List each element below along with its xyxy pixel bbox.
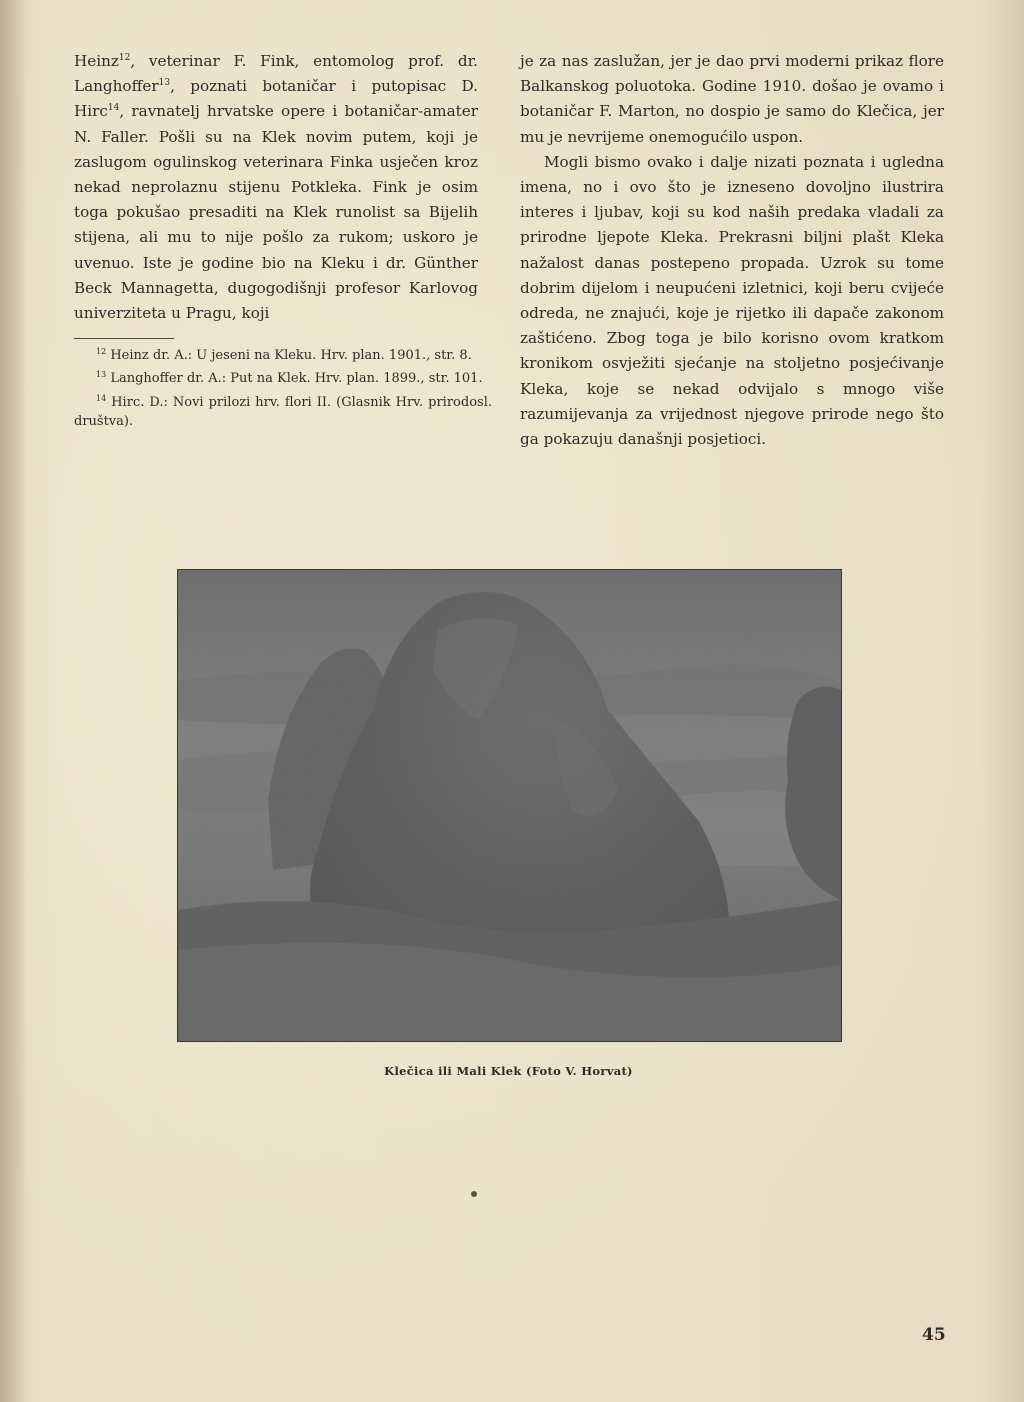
footnote-14 — [74, 393, 492, 432]
footnote-number: 13 — [96, 370, 107, 380]
footnote-ref-12: 12 — [118, 53, 131, 63]
footnote-number: 12 — [96, 347, 107, 356]
text-run: , veterinar F. Fink, entomolog prof. dr. Langhoffer — [74, 52, 478, 96]
footnote-13 — [74, 369, 492, 388]
decorative-dot — [471, 1191, 477, 1197]
footnote-text: Langhoffer dr. A.: Put na Klek. Hrv. plan. 1899., str. 101. — [110, 371, 483, 387]
text-run: Heinz — [74, 52, 119, 70]
footnote-divider — [74, 338, 174, 339]
footnote-12 — [74, 346, 492, 365]
footnote-ref-13: 13 — [158, 78, 171, 89]
footnote-number: 14 — [96, 393, 107, 403]
footnote-ref-14: 14 — [107, 103, 120, 114]
left-paragraph — [74, 49, 478, 326]
footnotes — [74, 346, 492, 436]
figure-caption: Klečica ili Mali Klek (Foto V. Horvat) — [384, 1064, 633, 1078]
text-run: , ravnatelj hrvatske opere i botaničar-amater N. Faller. Pošli su na Klek novim putem, koji je zaslugom ogulinskog veterinara Finka usječen kroz nekad neprolaznu stijenu Potkleka. Fink je osim toga pokušao presaditi na Klek runolist sa Bijelih stijena, ali mu to nije pošlo za rukom; uskoro je uvenuo. Iste je godine bio na Kleku i dr. Günther Beck Mannagetta, dugogodišnji profesor Karlovog univerziteta u Pragu, koji — [74, 102, 478, 323]
left-text-column — [74, 49, 478, 326]
right-text-column — [520, 49, 944, 452]
rock-photo-image — [178, 570, 841, 1041]
right-paragraph-2: Mogli bismo ovako i dalje nizati poznata i ugledna imena, no i ovo što je izneseno dovoljno ilustrira interes i ljubav, koji su kod naših predaka vladali za prirodne ljepote Kleka. Prekrasni biljni plašt Kleka nažalost danas postepeno propada. Uzrok su tome dobrim dijelom i neupućeni izletnici, koji beru cvijeće odreda, ne znajući, koje je rijetko ili dapače zakonom zaštićeno. Zbog toga je bilo korisno ovom kratkom kronikom osvježiti sjećanje na stoljetno posjećivanje Kleka, koje se nekad odvijalo s mnogo više razumijevanja za vrijednost njegove prirode nego što ga pokazuju današnji posjetioci. — [520, 152, 944, 449]
rock-photograph — [177, 569, 842, 1042]
right-paragraph-1: je za nas zaslužan, jer je dao prvi moderni prikaz flore Balkanskog poluotoka. Godine 1910. došao je ovamo i botaničar F. Marton, no dospio je samo do Klečica, jer mu je nevrijeme onemogućilo uspon. — [520, 52, 944, 146]
text-run: , poznati botaničar i putopisac D. Hirc — [74, 77, 478, 121]
footnote-text: Heinz dr. A.: U jeseni na Kleku. Hrv. plan. 1901., str. 8. — [110, 348, 472, 363]
footnote-text: Hirc. D.: Novi prilozi hrv. flori II. (Glasnik Hrv. prirodosl. društva). — [74, 394, 492, 430]
page-number: 45 — [922, 1325, 946, 1345]
page-spine-shadow — [0, 0, 26, 1402]
